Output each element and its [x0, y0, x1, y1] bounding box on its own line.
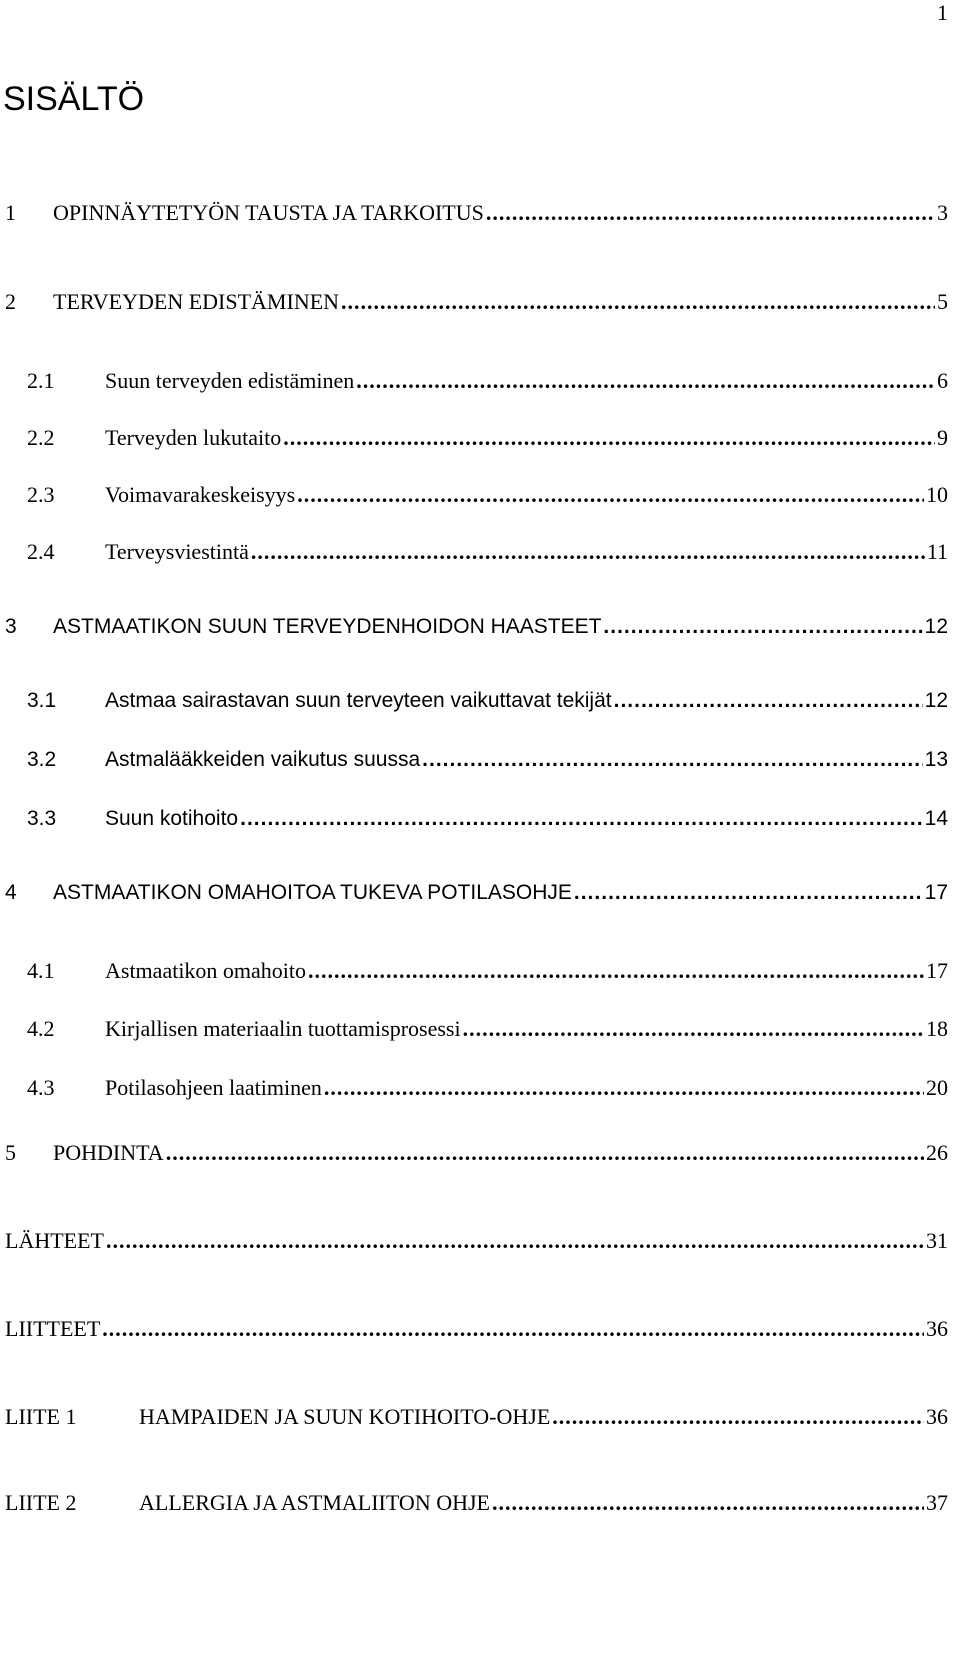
toc-entry-number: 2.2 — [27, 425, 55, 450]
toc-entry-title: OPINNÄYTETYÖN TAUSTA JA TARKOITUS — [53, 200, 484, 225]
toc-entry-number: 3 — [5, 615, 17, 638]
dot-leader — [574, 880, 923, 906]
toc-entry-title: Astmaatikon omahoito — [105, 958, 307, 983]
toc-entry-3[interactable] — [5, 614, 948, 640]
toc-entry-page: 12 — [924, 615, 948, 638]
toc-entry-title: Terveyden lukutaito — [105, 425, 282, 450]
toc-entry-page: 9 — [937, 425, 948, 450]
toc-entry-2-3[interactable] — [5, 482, 948, 508]
toc-entry-title: POHDINTA — [53, 1140, 164, 1165]
toc-entry-title: ASTMAATIKON OMAHOITOA TUKEVA POTILASOHJE — [53, 881, 572, 904]
toc-entry-page: 14 — [924, 807, 948, 830]
dot-leader — [463, 1016, 924, 1042]
toc-entry-page: 36 — [926, 1404, 948, 1429]
toc-entry-number: 5 — [5, 1140, 16, 1165]
toc-entry-page: 5 — [937, 289, 948, 314]
dot-leader — [297, 482, 924, 508]
dot-leader — [341, 289, 935, 315]
toc-entry-page: 13 — [924, 748, 948, 771]
toc-entry-4[interactable] — [5, 880, 948, 906]
dot-leader — [614, 688, 923, 714]
toc-entry-number: 2.3 — [27, 482, 55, 507]
toc-entry-page: 26 — [926, 1140, 948, 1165]
dot-leader — [324, 1075, 924, 1101]
toc-entry-number: 4.1 — [27, 958, 55, 983]
toc-entry-page: 6 — [937, 368, 948, 393]
toc-entry-number: 2.1 — [27, 368, 55, 393]
dot-leader — [486, 200, 935, 226]
toc-entry-title: Potilasohjeen laatiminen — [105, 1075, 322, 1100]
dot-leader — [106, 1228, 924, 1254]
toc-entry-number: LIITE 1 — [5, 1404, 77, 1429]
toc-entry-2-1[interactable] — [5, 368, 948, 394]
dot-leader — [283, 425, 935, 451]
toc-entry-5[interactable] — [5, 1140, 948, 1166]
dot-leader — [552, 1404, 924, 1430]
toc-entry-number: 2 — [5, 289, 16, 314]
toc-heading: SISÄLTÖ — [3, 80, 145, 118]
toc-entry-3-1[interactable] — [5, 688, 948, 714]
toc-entry-title: ASTMAATIKON SUUN TERVEYDENHOIDON HAASTEET — [53, 615, 602, 638]
toc-entry-number: 4 — [5, 881, 17, 904]
toc-entry-2[interactable] — [5, 289, 948, 315]
toc-entry-title: LÄHTEET — [5, 1228, 104, 1253]
toc-entry-page: 11 — [926, 539, 948, 564]
page-number: 1 — [937, 0, 948, 25]
toc-entry-number: 4.2 — [27, 1016, 55, 1041]
toc-entry-page: 31 — [926, 1228, 948, 1253]
toc-entry-2-4[interactable] — [5, 539, 948, 565]
toc-entry-number: LIITE 2 — [5, 1490, 77, 1514]
toc-entry-title: ALLERGIA JA ASTMALIITON OHJE — [139, 1490, 490, 1514]
toc-entry-page: 36 — [926, 1316, 948, 1341]
dot-leader — [422, 747, 922, 773]
toc-entry-title: Suun terveyden edistäminen — [105, 368, 355, 393]
dot-leader — [308, 958, 924, 984]
toc-entry-title: LIITTEET — [5, 1316, 101, 1341]
toc-entry-4-1[interactable] — [5, 958, 948, 984]
toc-entry-page: 12 — [924, 689, 948, 712]
toc-entry-number: 3.3 — [27, 807, 57, 830]
toc-entry-page: 17 — [924, 881, 948, 904]
toc-entry-title: HAMPAIDEN JA SUUN KOTIHOITO-OHJE — [139, 1404, 551, 1429]
toc-entry-title: Suun kotihoito — [105, 807, 239, 830]
toc-entry-2-2[interactable] — [5, 425, 948, 451]
dot-leader — [356, 368, 935, 394]
toc-entry-liitteet[interactable] — [5, 1316, 948, 1342]
toc-entry-title: Voimavarakeskeisyys — [105, 482, 296, 507]
toc-entry-4-3[interactable] — [5, 1075, 948, 1101]
toc-entry-3-2[interactable] — [5, 747, 948, 773]
toc-entry-liite-1[interactable] — [5, 1404, 948, 1430]
dot-leader — [603, 614, 922, 640]
dot-leader — [102, 1316, 924, 1342]
toc-entry-title: Terveysviestintä — [105, 539, 249, 564]
dot-leader — [240, 806, 923, 832]
toc-entry-number: 2.4 — [27, 539, 55, 564]
toc-entry-3-3[interactable] — [5, 806, 948, 832]
toc-entry-4-2[interactable] — [5, 1016, 948, 1042]
toc-entry-number: 3.2 — [27, 748, 57, 771]
toc-entry-title: TERVEYDEN EDISTÄMINEN — [53, 289, 340, 314]
toc-entry-number: 4.3 — [27, 1075, 55, 1100]
toc-entry-1[interactable] — [5, 200, 948, 226]
dot-leader — [166, 1140, 924, 1166]
toc-entry-number: 3.1 — [27, 689, 57, 712]
toc-entry-page: 37 — [926, 1490, 948, 1514]
toc-entry-liite-2[interactable] — [5, 1490, 948, 1514]
dot-leader — [492, 1490, 924, 1514]
toc-entry-title: Kirjallisen materiaalin tuottamisprosessi — [105, 1016, 461, 1041]
toc-entry-title: Astmaa sairastavan suun terveyteen vaikuttavat tekijät — [105, 689, 612, 712]
toc-entry-number: 1 — [5, 200, 16, 225]
toc-entry-title: Astmalääkkeiden vaikutus suussa — [105, 748, 421, 771]
toc-entry-page: 10 — [926, 482, 948, 507]
toc-entry-page: 3 — [937, 200, 948, 225]
toc-entry-page: 20 — [926, 1075, 948, 1100]
dot-leader — [251, 539, 925, 565]
toc-entry-page: 18 — [926, 1016, 948, 1041]
toc-entry-lahteet[interactable] — [5, 1228, 948, 1254]
toc-entry-page: 17 — [926, 958, 948, 983]
